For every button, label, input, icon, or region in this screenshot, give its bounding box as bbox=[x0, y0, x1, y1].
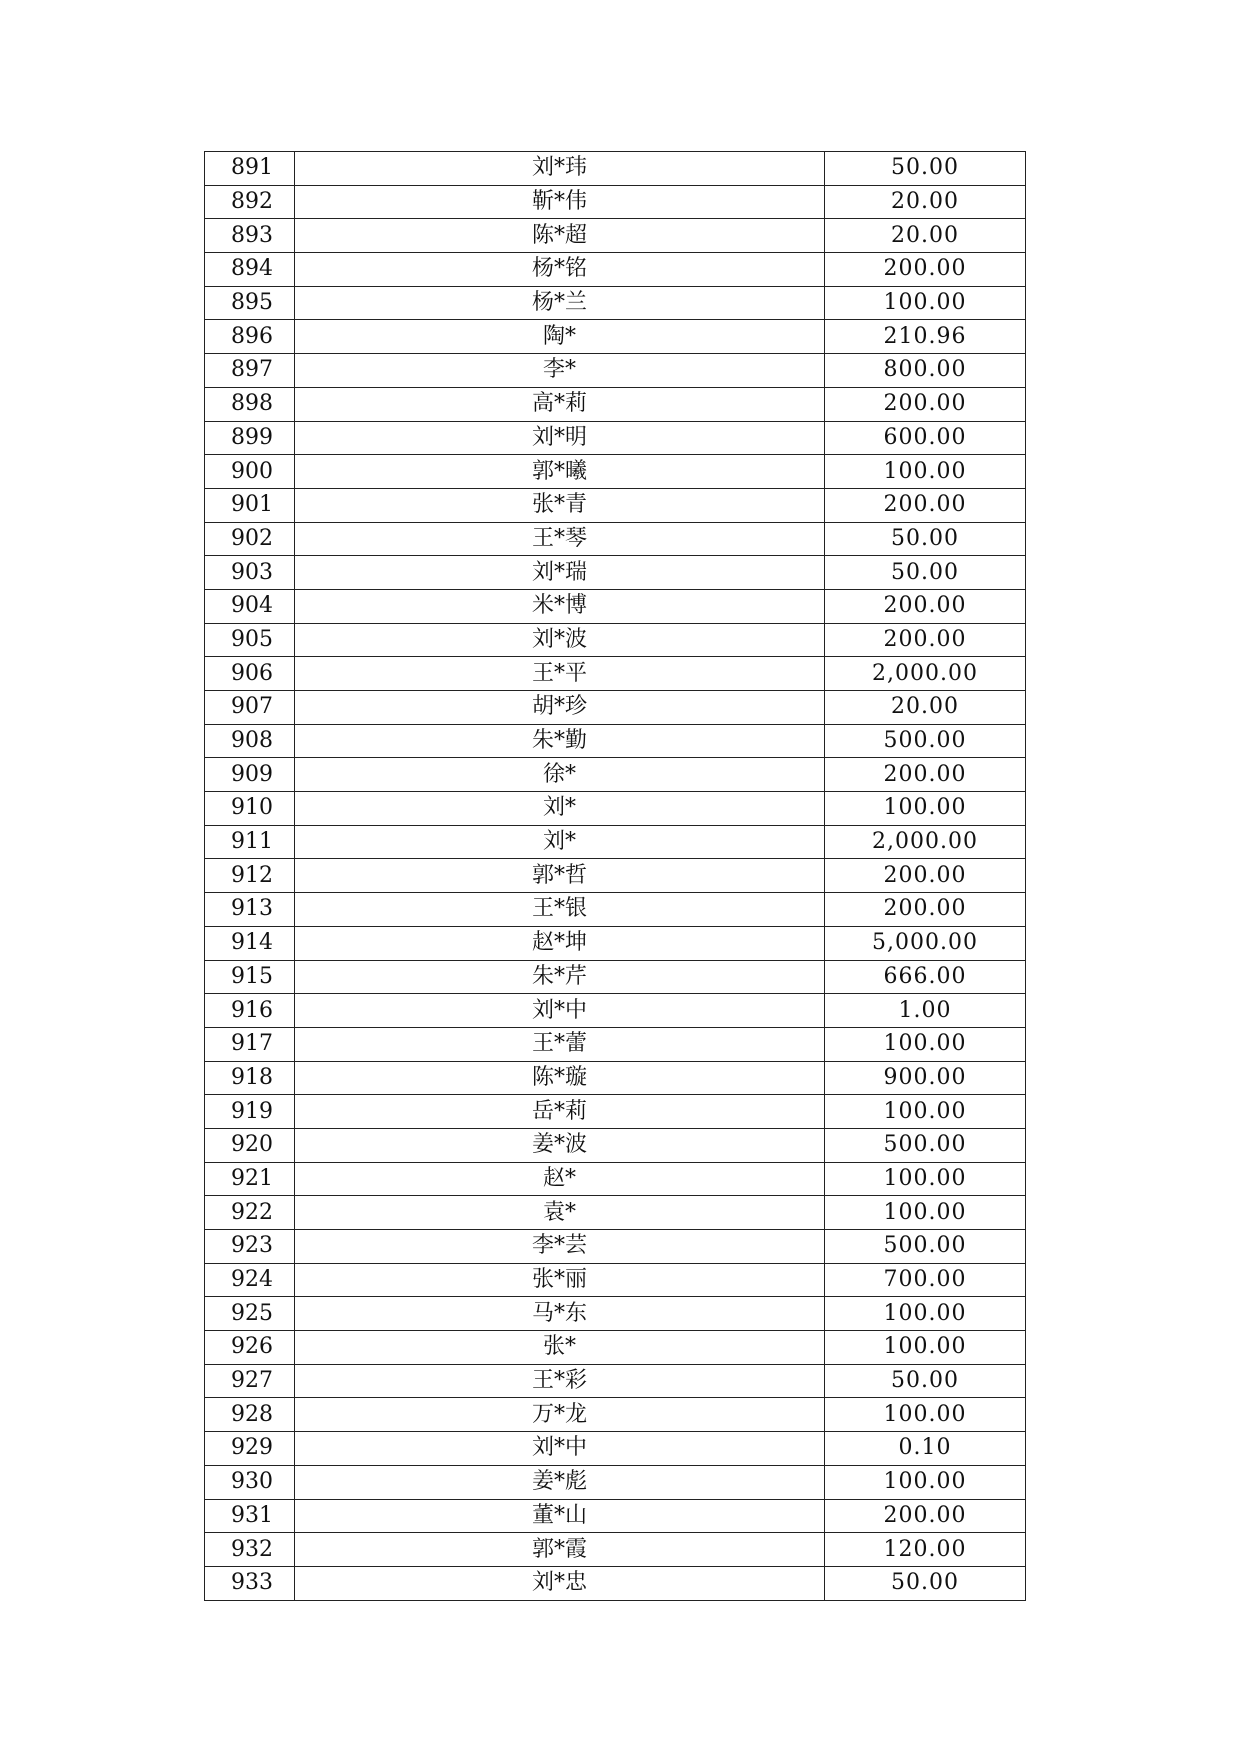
amount-cell: 700.00 bbox=[825, 1263, 1026, 1297]
table-body bbox=[205, 152, 1026, 1601]
donor-name-cell: 董*山 bbox=[295, 1499, 825, 1533]
table-row bbox=[205, 724, 1026, 758]
amount-cell: 200.00 bbox=[825, 1499, 1026, 1533]
row-number-cell: 924 bbox=[205, 1263, 295, 1297]
row-number-cell: 894 bbox=[205, 253, 295, 287]
row-number-cell: 931 bbox=[205, 1499, 295, 1533]
amount-cell: 800.00 bbox=[825, 354, 1026, 388]
row-number-cell: 905 bbox=[205, 623, 295, 657]
amount-cell: 20.00 bbox=[825, 185, 1026, 219]
amount-cell: 2,000.00 bbox=[825, 825, 1026, 859]
table-row bbox=[205, 1499, 1026, 1533]
amount-cell: 100.00 bbox=[825, 286, 1026, 320]
amount-cell: 200.00 bbox=[825, 387, 1026, 421]
amount-cell: 200.00 bbox=[825, 589, 1026, 623]
row-number-cell: 910 bbox=[205, 792, 295, 826]
table-row bbox=[205, 1364, 1026, 1398]
donor-name-cell: 赵* bbox=[295, 1162, 825, 1196]
donor-name-cell: 姜*彪 bbox=[295, 1465, 825, 1499]
row-number-cell: 915 bbox=[205, 960, 295, 994]
amount-cell: 0.10 bbox=[825, 1432, 1026, 1466]
row-number-cell: 918 bbox=[205, 1061, 295, 1095]
donor-name-cell: 刘* bbox=[295, 792, 825, 826]
donor-name-cell: 张* bbox=[295, 1331, 825, 1365]
amount-cell: 200.00 bbox=[825, 758, 1026, 792]
table-row bbox=[205, 893, 1026, 927]
row-number-cell: 933 bbox=[205, 1566, 295, 1600]
table-row bbox=[205, 1196, 1026, 1230]
amount-cell: 600.00 bbox=[825, 421, 1026, 455]
table-row bbox=[205, 185, 1026, 219]
donor-name-cell: 陈*璇 bbox=[295, 1061, 825, 1095]
row-number-cell: 912 bbox=[205, 859, 295, 893]
amount-cell: 20.00 bbox=[825, 691, 1026, 725]
row-number-cell: 902 bbox=[205, 522, 295, 556]
donor-name-cell: 姜*波 bbox=[295, 1128, 825, 1162]
row-number-cell: 895 bbox=[205, 286, 295, 320]
table-row bbox=[205, 421, 1026, 455]
table-row bbox=[205, 387, 1026, 421]
donor-name-cell: 朱*勤 bbox=[295, 724, 825, 758]
donor-name-cell: 靳*伟 bbox=[295, 185, 825, 219]
donor-name-cell: 王*银 bbox=[295, 893, 825, 927]
row-number-cell: 908 bbox=[205, 724, 295, 758]
donor-name-cell: 赵*坤 bbox=[295, 926, 825, 960]
table-row bbox=[205, 1533, 1026, 1567]
donor-name-cell: 张*青 bbox=[295, 488, 825, 522]
donor-name-cell: 郭*哲 bbox=[295, 859, 825, 893]
row-number-cell: 904 bbox=[205, 589, 295, 623]
row-number-cell: 909 bbox=[205, 758, 295, 792]
donor-name-cell: 高*莉 bbox=[295, 387, 825, 421]
table-row bbox=[205, 1297, 1026, 1331]
amount-cell: 666.00 bbox=[825, 960, 1026, 994]
amount-cell: 100.00 bbox=[825, 1297, 1026, 1331]
table-row bbox=[205, 488, 1026, 522]
amount-cell: 50.00 bbox=[825, 152, 1026, 186]
amount-cell: 1.00 bbox=[825, 994, 1026, 1028]
table-row bbox=[205, 522, 1026, 556]
table-row bbox=[205, 1432, 1026, 1466]
donor-name-cell: 刘*明 bbox=[295, 421, 825, 455]
table-row bbox=[205, 691, 1026, 725]
table-row bbox=[205, 1162, 1026, 1196]
table-row bbox=[205, 792, 1026, 826]
donor-name-cell: 王*琴 bbox=[295, 522, 825, 556]
donor-name-cell: 岳*莉 bbox=[295, 1095, 825, 1129]
donor-name-cell: 王*蕾 bbox=[295, 1027, 825, 1061]
row-number-cell: 921 bbox=[205, 1162, 295, 1196]
donor-name-cell: 刘*玮 bbox=[295, 152, 825, 186]
donor-name-cell: 徐* bbox=[295, 758, 825, 792]
row-number-cell: 893 bbox=[205, 219, 295, 253]
donor-name-cell: 陶* bbox=[295, 320, 825, 354]
row-number-cell: 925 bbox=[205, 1297, 295, 1331]
amount-cell: 120.00 bbox=[825, 1533, 1026, 1567]
donor-name-cell: 万*龙 bbox=[295, 1398, 825, 1432]
donor-name-cell: 刘*中 bbox=[295, 994, 825, 1028]
row-number-cell: 897 bbox=[205, 354, 295, 388]
table-row bbox=[205, 1128, 1026, 1162]
table-row bbox=[205, 556, 1026, 590]
table-row bbox=[205, 219, 1026, 253]
row-number-cell: 917 bbox=[205, 1027, 295, 1061]
donor-name-cell: 陈*超 bbox=[295, 219, 825, 253]
table-row bbox=[205, 1095, 1026, 1129]
table-row bbox=[205, 354, 1026, 388]
donor-name-cell: 杨*铭 bbox=[295, 253, 825, 287]
row-number-cell: 930 bbox=[205, 1465, 295, 1499]
table-row bbox=[205, 1398, 1026, 1432]
row-number-cell: 922 bbox=[205, 1196, 295, 1230]
row-number-cell: 927 bbox=[205, 1364, 295, 1398]
amount-cell: 100.00 bbox=[825, 1027, 1026, 1061]
table-row bbox=[205, 926, 1026, 960]
amount-cell: 100.00 bbox=[825, 1398, 1026, 1432]
row-number-cell: 906 bbox=[205, 657, 295, 691]
row-number-cell: 899 bbox=[205, 421, 295, 455]
amount-cell: 100.00 bbox=[825, 792, 1026, 826]
table-row bbox=[205, 455, 1026, 489]
table-row bbox=[205, 859, 1026, 893]
donor-name-cell: 刘*瑞 bbox=[295, 556, 825, 590]
amount-cell: 900.00 bbox=[825, 1061, 1026, 1095]
table-row bbox=[205, 825, 1026, 859]
table-row bbox=[205, 657, 1026, 691]
amount-cell: 200.00 bbox=[825, 623, 1026, 657]
row-number-cell: 896 bbox=[205, 320, 295, 354]
table-row bbox=[205, 758, 1026, 792]
amount-cell: 200.00 bbox=[825, 488, 1026, 522]
amount-cell: 100.00 bbox=[825, 1331, 1026, 1365]
table-row bbox=[205, 286, 1026, 320]
amount-cell: 50.00 bbox=[825, 1364, 1026, 1398]
row-number-cell: 901 bbox=[205, 488, 295, 522]
table-row bbox=[205, 152, 1026, 186]
row-number-cell: 920 bbox=[205, 1128, 295, 1162]
table-row bbox=[205, 253, 1026, 287]
amount-cell: 100.00 bbox=[825, 455, 1026, 489]
row-number-cell: 914 bbox=[205, 926, 295, 960]
row-number-cell: 926 bbox=[205, 1331, 295, 1365]
table-row bbox=[205, 960, 1026, 994]
table-row bbox=[205, 1331, 1026, 1365]
donor-name-cell: 郭*霞 bbox=[295, 1533, 825, 1567]
table-row bbox=[205, 623, 1026, 657]
donor-name-cell: 王*平 bbox=[295, 657, 825, 691]
amount-cell: 200.00 bbox=[825, 253, 1026, 287]
donor-name-cell: 张*丽 bbox=[295, 1263, 825, 1297]
table-row bbox=[205, 1566, 1026, 1600]
donor-name-cell: 杨*兰 bbox=[295, 286, 825, 320]
donor-name-cell: 胡*珍 bbox=[295, 691, 825, 725]
donor-name-cell: 袁* bbox=[295, 1196, 825, 1230]
row-number-cell: 916 bbox=[205, 994, 295, 1028]
donor-name-cell: 刘* bbox=[295, 825, 825, 859]
donor-name-cell: 刘*波 bbox=[295, 623, 825, 657]
donor-name-cell: 郭*曦 bbox=[295, 455, 825, 489]
amount-cell: 100.00 bbox=[825, 1465, 1026, 1499]
amount-cell: 5,000.00 bbox=[825, 926, 1026, 960]
row-number-cell: 900 bbox=[205, 455, 295, 489]
amount-cell: 100.00 bbox=[825, 1196, 1026, 1230]
amount-cell: 500.00 bbox=[825, 1230, 1026, 1264]
donation-table bbox=[204, 151, 1026, 1601]
row-number-cell: 928 bbox=[205, 1398, 295, 1432]
row-number-cell: 919 bbox=[205, 1095, 295, 1129]
row-number-cell: 929 bbox=[205, 1432, 295, 1466]
table-row bbox=[205, 320, 1026, 354]
row-number-cell: 913 bbox=[205, 893, 295, 927]
amount-cell: 200.00 bbox=[825, 893, 1026, 927]
donor-name-cell: 马*东 bbox=[295, 1297, 825, 1331]
table-row bbox=[205, 1027, 1026, 1061]
amount-cell: 100.00 bbox=[825, 1095, 1026, 1129]
donor-name-cell: 米*博 bbox=[295, 589, 825, 623]
donor-name-cell: 刘*中 bbox=[295, 1432, 825, 1466]
amount-cell: 210.96 bbox=[825, 320, 1026, 354]
table-row bbox=[205, 1465, 1026, 1499]
amount-cell: 50.00 bbox=[825, 556, 1026, 590]
row-number-cell: 891 bbox=[205, 152, 295, 186]
donor-name-cell: 李*芸 bbox=[295, 1230, 825, 1264]
row-number-cell: 898 bbox=[205, 387, 295, 421]
table-row bbox=[205, 1230, 1026, 1264]
row-number-cell: 923 bbox=[205, 1230, 295, 1264]
row-number-cell: 907 bbox=[205, 691, 295, 725]
donor-name-cell: 刘*忠 bbox=[295, 1566, 825, 1600]
amount-cell: 20.00 bbox=[825, 219, 1026, 253]
amount-cell: 50.00 bbox=[825, 522, 1026, 556]
table-row bbox=[205, 1061, 1026, 1095]
donor-name-cell: 朱*芹 bbox=[295, 960, 825, 994]
amount-cell: 500.00 bbox=[825, 724, 1026, 758]
amount-cell: 100.00 bbox=[825, 1162, 1026, 1196]
amount-cell: 200.00 bbox=[825, 859, 1026, 893]
row-number-cell: 903 bbox=[205, 556, 295, 590]
amount-cell: 500.00 bbox=[825, 1128, 1026, 1162]
table-row bbox=[205, 1263, 1026, 1297]
row-number-cell: 911 bbox=[205, 825, 295, 859]
row-number-cell: 892 bbox=[205, 185, 295, 219]
donor-name-cell: 王*彩 bbox=[295, 1364, 825, 1398]
amount-cell: 50.00 bbox=[825, 1566, 1026, 1600]
amount-cell: 2,000.00 bbox=[825, 657, 1026, 691]
row-number-cell: 932 bbox=[205, 1533, 295, 1567]
donor-name-cell: 李* bbox=[295, 354, 825, 388]
table-row bbox=[205, 994, 1026, 1028]
table-row bbox=[205, 589, 1026, 623]
